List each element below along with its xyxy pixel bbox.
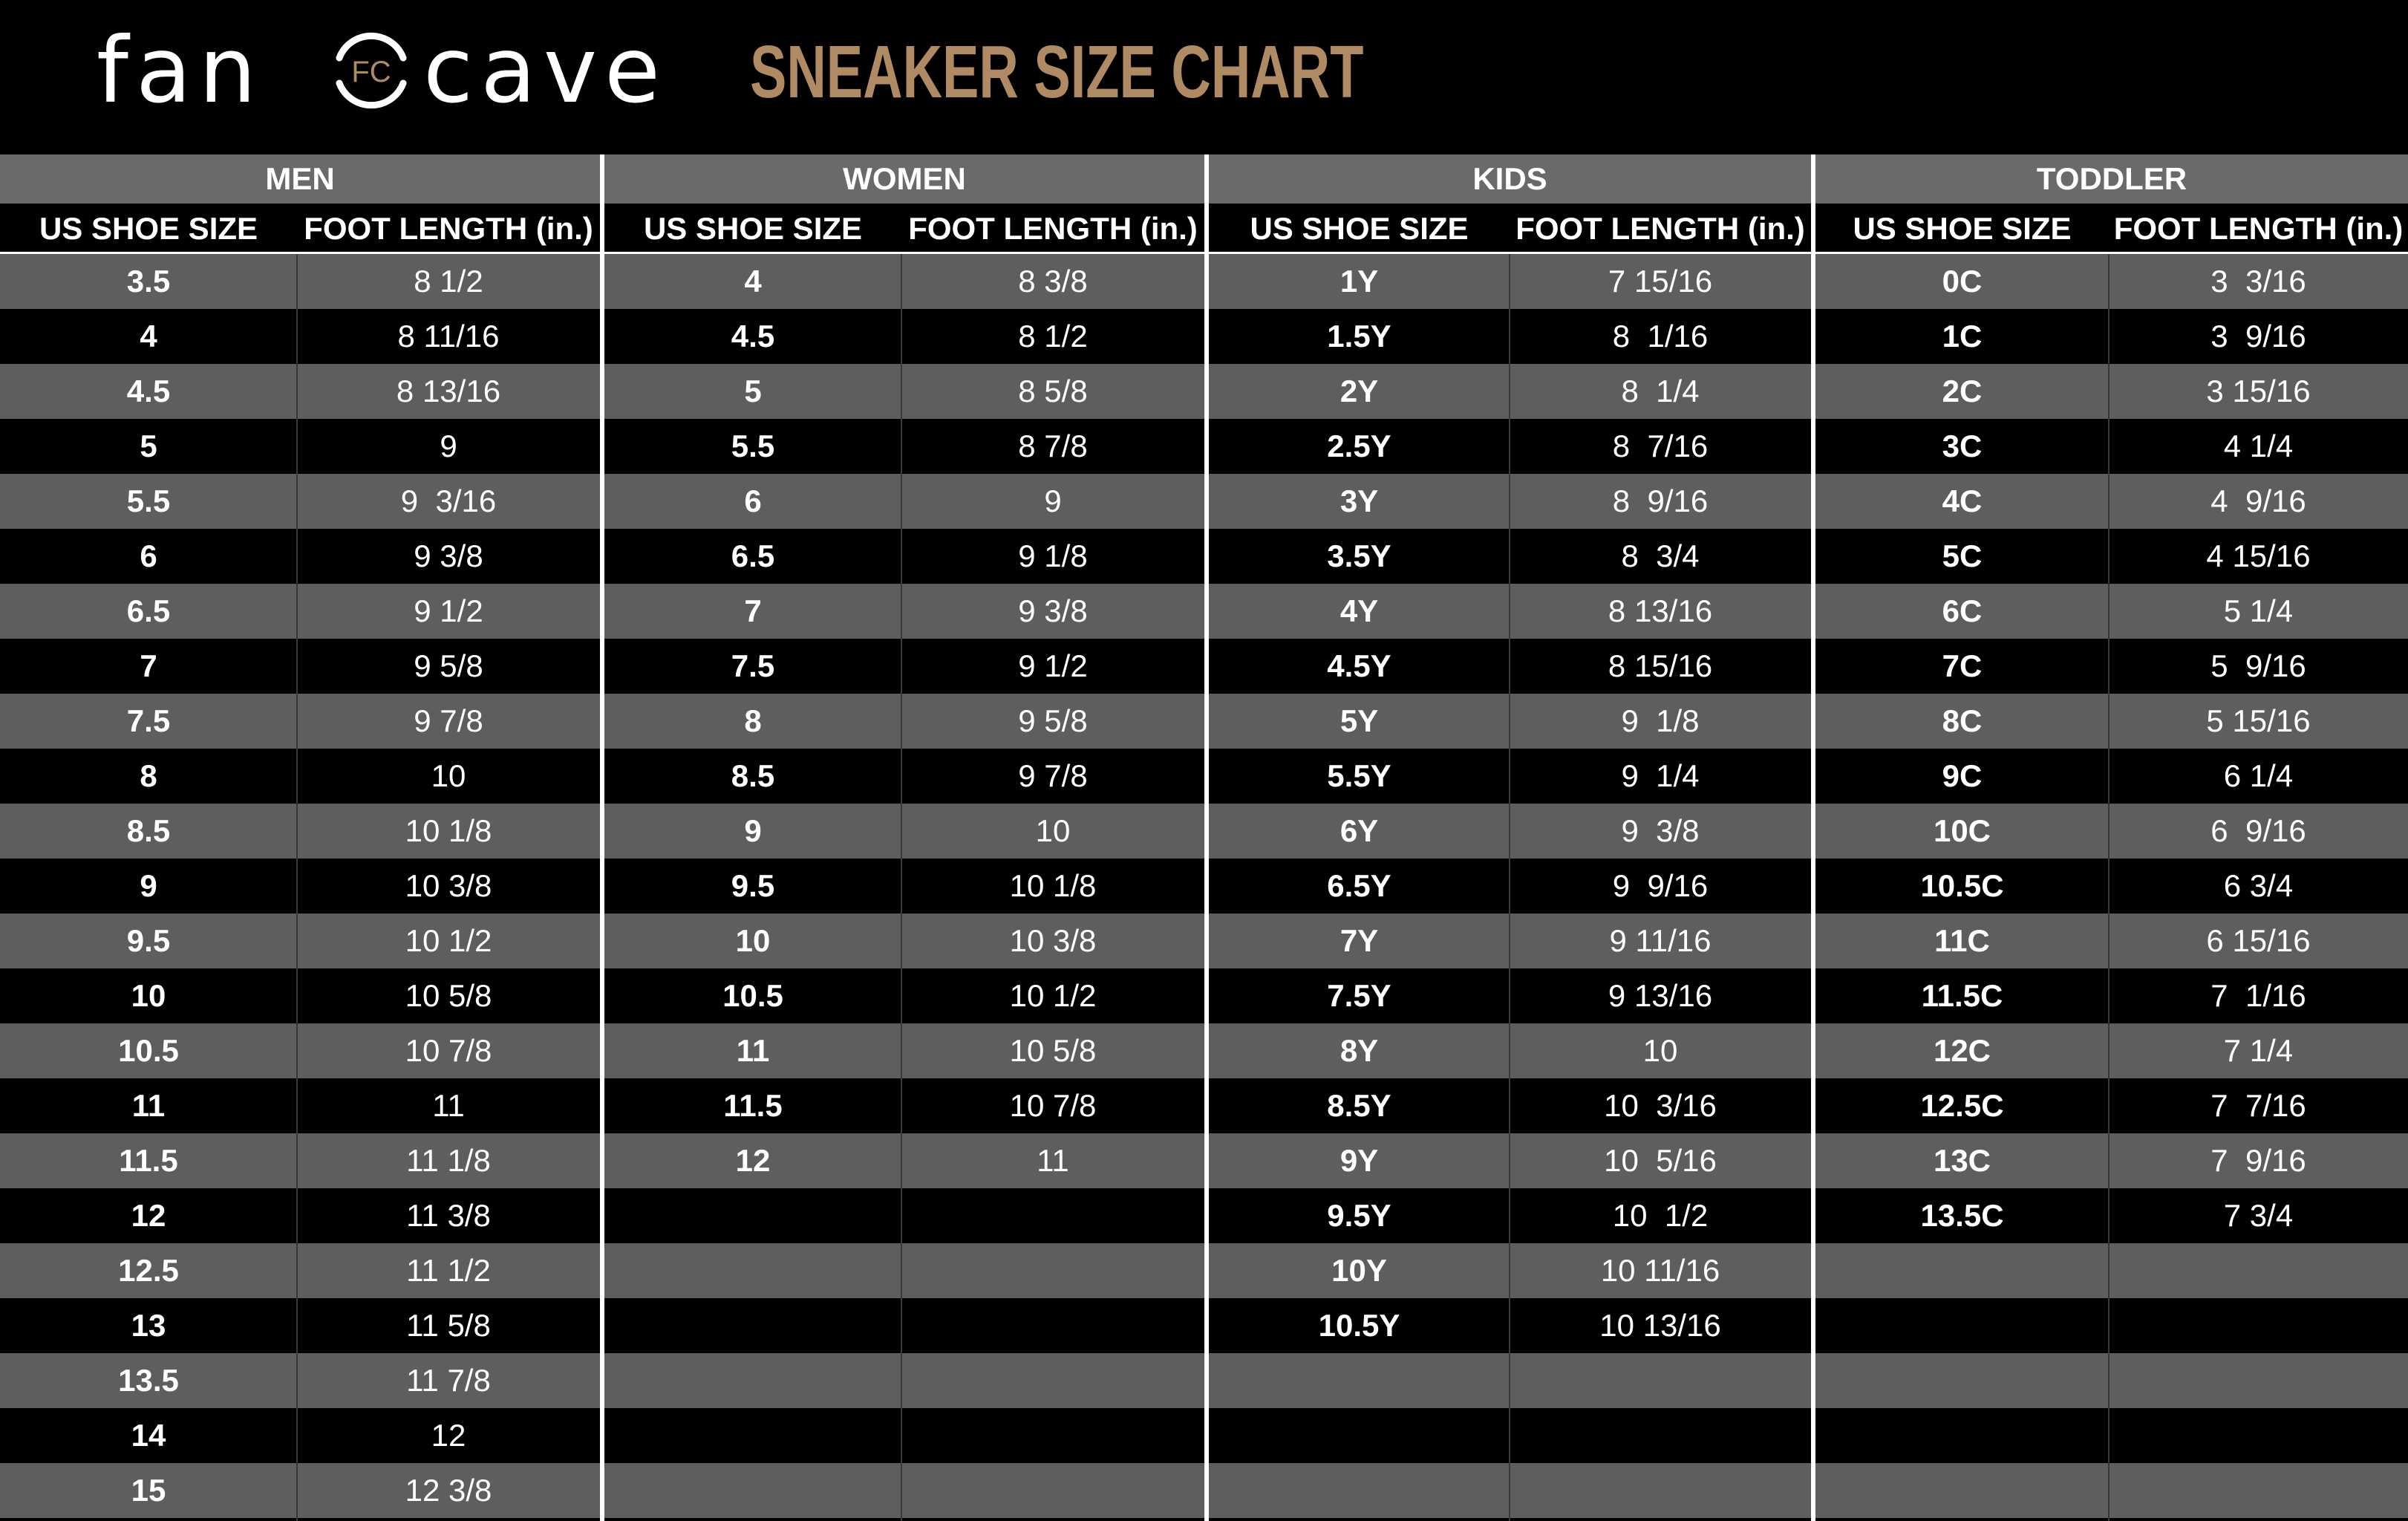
foot-length-cell: 10 3/8 [1009,923,1097,958]
foot-length-cell: 8 1/16 [1612,319,1709,354]
table-row [1815,1408,2408,1463]
table-row [1815,968,2408,1023]
shoe-size-cell: 11C [1934,923,1990,958]
logo-word-right: cave [423,18,668,123]
table-row [0,474,600,529]
table-row [1815,913,2408,968]
table-row [0,1188,600,1243]
section-title: WOMEN [604,154,1204,203]
shoe-size-cell: 10 [131,978,166,1013]
shoe-size-cell: 12C [1933,1033,1991,1068]
shoe-size-cell: 6.5 [126,593,171,628]
foot-length-cell: 10 1/8 [405,813,492,848]
shoe-size-cell: 4.5 [126,374,171,408]
column-separator [901,254,902,1521]
shoe-size-cell: 7C [1942,648,1983,683]
shoe-size-cell: 7.5Y [1327,978,1391,1013]
foot-length-cell: 9 11/16 [1609,923,1712,958]
foot-length-cell: 5 15/16 [2206,703,2311,738]
shoe-size-cell: 9.5 [731,868,775,903]
shoe-size-cell: 2Y [1340,374,1379,408]
foot-length-cell: 9 1/8 [1018,538,1088,573]
foot-length-cell: 8 7/8 [1018,429,1088,463]
foot-length-cell: 8 1/4 [1621,374,1700,408]
table-row [604,1408,1204,1463]
shoe-size-cell: 13.5C [1920,1198,2004,1233]
table-row [604,968,1204,1023]
foot-length-cell: 7 7/16 [2210,1088,2306,1123]
shoe-size-cell: 14 [131,1418,166,1453]
foot-length-cell: 9 13/16 [1608,978,1713,1013]
table-row [1815,639,2408,694]
table-row [0,364,600,419]
foot-length-cell: 9 5/8 [414,648,483,683]
shoe-size-cell: 12 [735,1143,771,1178]
fc-monogram-letters: FC [351,56,391,88]
section-men [0,154,600,1521]
shoe-size-cell: 13 [131,1308,166,1343]
shoe-size-cell: 3Y [1340,483,1379,518]
table-body [0,254,600,1518]
shoe-size-cell: 10Y [1331,1253,1387,1288]
table-row [604,1463,1204,1518]
table-row [0,1023,600,1078]
foot-length-cell: 8 3/4 [1621,538,1700,573]
table-row [0,1353,600,1408]
table-row [1815,584,2408,639]
shoe-size-cell: 7.5 [731,648,775,683]
page-title: SNEAKER SIZE CHART [750,30,1364,114]
foot-length-cell: 11 5/8 [406,1308,491,1343]
table-row [604,749,1204,804]
foot-length-cell: 9 5/8 [1018,703,1088,738]
foot-length-cell: 9 3/16 [400,483,497,518]
foot-length-cell: 11 1/2 [406,1253,491,1288]
table-row [604,639,1204,694]
section-kids [1209,154,1811,1521]
foot-length-cell: 10 11/16 [1600,1253,1720,1288]
shoe-size-cell: 10.5 [118,1033,179,1068]
shoe-size-cell: 2C [1942,374,1983,408]
foot-length-cell: 7 1/4 [2223,1033,2294,1068]
table-row [1815,529,2408,584]
foot-length-cell: 11 3/8 [406,1198,491,1233]
foot-length-cell: 9 [1044,483,1062,518]
column-header-size: US SHOE SIZE [0,203,297,254]
table-row [1815,859,2408,913]
foot-length-cell: 9 [440,429,457,463]
foot-length-cell: 10 5/8 [405,978,492,1013]
shoe-size-cell: 10.5Y [1318,1308,1400,1343]
section-title: KIDS [1209,154,1811,203]
shoe-size-cell: 5 [140,429,157,463]
foot-length-cell: 8 13/16 [396,374,501,408]
foot-length-cell: 4 1/4 [2223,429,2294,463]
shoe-size-cell: 11 [736,1033,770,1068]
shoe-size-cell: 7 [140,648,157,683]
table-row [1815,1298,2408,1353]
shoe-size-cell: 9C [1942,758,1983,793]
table-row [604,1078,1204,1133]
foot-length-cell: 7 3/4 [2223,1198,2294,1233]
shoe-size-cell: 8 [140,758,157,793]
foot-length-cell: 4 15/16 [2206,538,2311,573]
table-row [0,1408,600,1463]
shoe-size-cell: 11.5C [1921,978,2003,1013]
shoe-size-cell: 15 [131,1473,166,1508]
column-header-length: FOOT LENGTH (in.) [2109,203,2408,254]
foot-length-cell: 12 [431,1418,466,1453]
foot-length-cell: 10 3/16 [1604,1088,1717,1123]
shoe-size-cell: 1Y [1340,264,1379,299]
foot-length-cell: 7 15/16 [1608,264,1713,299]
table-row [604,364,1204,419]
foot-length-cell: 8 15/16 [1608,648,1713,683]
foot-length-cell: 7 9/16 [2210,1143,2306,1178]
shoe-size-cell: 7Y [1340,923,1379,958]
foot-length-cell: 11 [432,1088,465,1123]
table-row [0,1243,600,1298]
shoe-size-cell: 7.5 [126,703,171,738]
column-header-length: FOOT LENGTH (in.) [901,203,1204,254]
foot-length-cell: 6 9/16 [2210,813,2306,848]
foot-length-cell: 9 1/8 [1621,703,1700,738]
table-row [604,584,1204,639]
shoe-size-cell: 7 [744,593,762,628]
shoe-size-cell: 12.5 [118,1253,179,1288]
table-row [0,1298,600,1353]
table-row [604,913,1204,968]
column-header-size: US SHOE SIZE [1209,203,1510,254]
foot-length-cell: 5 9/16 [2210,648,2306,683]
shoe-size-cell: 6.5Y [1327,868,1391,903]
section-women [604,154,1204,1521]
foot-length-cell: 10 1/2 [1612,1198,1709,1233]
table-row [0,254,600,309]
table-row [0,309,600,364]
foot-length-cell: 5 1/4 [2223,593,2294,628]
foot-length-cell: 3 9/16 [2210,319,2306,354]
shoe-size-cell: 12 [131,1198,166,1233]
table-row [0,584,600,639]
foot-length-cell: 10 [1642,1033,1678,1068]
shoe-size-cell: 8C [1942,703,1983,738]
table-row [604,694,1204,749]
shoe-size-cell: 5 [744,374,762,408]
shoe-size-cell: 8.5 [126,813,171,848]
shoe-size-cell: 10 [735,923,771,958]
shoe-size-cell: 5.5 [126,483,171,518]
table-row [0,639,600,694]
table-row [1815,1463,2408,1518]
table-row [1815,1023,2408,1078]
foot-length-cell: 12 3/8 [405,1473,492,1508]
column-separator [296,254,298,1521]
shoe-size-cell: 3.5Y [1327,538,1391,573]
shoe-size-cell: 11.5 [723,1088,783,1123]
shoe-size-cell: 6 [140,538,157,573]
table-row [0,1463,600,1518]
shoe-size-cell: 9.5Y [1327,1198,1391,1233]
column-header-size: US SHOE SIZE [1815,203,2109,254]
shoe-size-cell: 8.5 [731,758,775,793]
foot-length-cell: 4 9/16 [2210,483,2306,518]
shoe-size-cell: 4C [1942,483,1983,518]
table-row [1815,1133,2408,1188]
table-row [0,968,600,1023]
size-chart-table [0,154,2408,1521]
shoe-size-cell: 0C [1942,264,1983,299]
shoe-size-cell: 8.5Y [1327,1088,1391,1123]
foot-length-cell: 8 9/16 [1612,483,1709,518]
foot-length-cell: 10 13/16 [1599,1308,1721,1343]
foot-length-cell: 10 7/8 [405,1033,492,1068]
shoe-size-cell: 4.5Y [1327,648,1391,683]
foot-length-cell: 8 13/16 [1608,593,1713,628]
shoe-size-cell: 10C [1933,813,1991,848]
foot-length-cell: 6 1/4 [2223,758,2294,793]
shoe-size-cell: 4Y [1340,593,1379,628]
table-row [604,309,1204,364]
table-row [604,804,1204,859]
shoe-size-cell: 6C [1942,593,1983,628]
shoe-size-cell: 6.5 [731,538,775,573]
shoe-size-cell: 5C [1942,538,1983,573]
table-row [1815,749,2408,804]
shoe-size-cell: 11.5 [119,1143,178,1178]
foot-length-cell: 10 [1035,813,1071,848]
table-row [604,474,1204,529]
foot-length-cell: 9 9/16 [1612,868,1709,903]
shoe-size-cell: 6Y [1340,813,1379,848]
table-row [0,529,600,584]
table-row [604,1353,1204,1408]
shoe-size-cell: 6 [744,483,762,518]
foot-length-cell: 8 7/16 [1612,429,1709,463]
shoe-size-cell: 4 [744,264,762,299]
foot-length-cell: 10 5/8 [1009,1033,1097,1068]
table-row [0,804,600,859]
shoe-size-cell: 13.5 [118,1363,179,1398]
shoe-size-cell: 10.5 [722,978,783,1013]
table-row [1815,694,2408,749]
shoe-size-cell: 8 [744,703,762,738]
table-row [1815,1078,2408,1133]
header-bar [0,0,2408,154]
shoe-size-cell: 2.5Y [1327,429,1391,463]
table-row [0,694,600,749]
table-row [0,913,600,968]
column-header-length: FOOT LENGTH (in.) [1510,203,1811,254]
table-row [1815,419,2408,474]
shoe-size-cell: 8Y [1340,1033,1379,1068]
foot-length-cell: 9 7/8 [1018,758,1088,793]
table-row [604,529,1204,584]
table-body [1815,254,2408,1518]
fc-monogram-icon [323,22,420,119]
table-row [604,419,1204,474]
fancave-logo [97,18,728,123]
table-row [1815,364,2408,419]
column-separator [1509,254,1510,1521]
foot-length-cell: 10 1/2 [405,923,492,958]
table-row [604,1188,1204,1243]
shoe-size-cell: 11 [131,1088,166,1123]
shoe-size-cell: 3C [1942,429,1983,463]
foot-length-cell: 9 3/8 [1621,813,1700,848]
table-body [604,254,1204,1518]
section-toddler [1815,154,2408,1521]
shoe-size-cell: 10.5C [1920,868,2004,903]
shoe-size-cell: 9Y [1340,1143,1379,1178]
shoe-size-cell: 4.5 [731,319,775,354]
table-row [1815,309,2408,364]
foot-length-cell: 11 7/8 [406,1363,491,1398]
foot-length-cell: 10 7/8 [1009,1088,1097,1123]
table-row [1815,804,2408,859]
shoe-size-cell: 1.5Y [1327,319,1391,354]
table-row [1815,254,2408,309]
foot-length-cell: 9 1/2 [414,593,483,628]
shoe-size-cell: 9 [744,813,762,848]
table-row [604,859,1204,913]
table-row [0,1133,600,1188]
foot-length-cell: 10 [431,758,466,793]
foot-length-cell: 3 3/16 [2210,264,2306,299]
foot-length-cell: 8 1/2 [1018,319,1088,354]
table-row [1815,1353,2408,1408]
foot-length-cell: 8 1/2 [414,264,483,299]
foot-length-cell: 11 1/8 [406,1143,491,1178]
table-row [604,1023,1204,1078]
shoe-size-cell: 3.5 [126,264,171,299]
shoe-size-cell: 5.5 [731,429,775,463]
shoe-size-cell: 9 [140,868,157,903]
foot-length-cell: 8 5/8 [1018,374,1088,408]
foot-length-cell: 8 3/8 [1018,264,1088,299]
column-separator [2108,254,2110,1521]
foot-length-cell: 3 15/16 [2206,374,2311,408]
shoe-size-cell: 12.5C [1920,1088,2004,1123]
table-row [604,254,1204,309]
shoe-size-cell: 13C [1933,1143,1991,1178]
foot-length-cell: 9 1/4 [1621,758,1700,793]
foot-length-cell: 8 11/16 [397,319,500,354]
table-row [604,1243,1204,1298]
shoe-size-cell: 4 [140,319,157,354]
table-row [0,859,600,913]
foot-length-cell: 9 3/8 [414,538,483,573]
shoe-size-cell: 9.5 [126,923,171,958]
table-row [604,1133,1204,1188]
foot-length-cell: 10 1/2 [1009,978,1097,1013]
table-row [1815,1188,2408,1243]
table-row [0,749,600,804]
section-title: MEN [0,154,600,203]
shoe-size-cell: 1C [1942,319,1983,354]
table-row [1815,1243,2408,1298]
foot-length-cell: 9 1/2 [1018,648,1088,683]
foot-length-cell: 6 15/16 [2206,923,2311,958]
shoe-size-cell: 5Y [1340,703,1379,738]
shoe-size-cell: 5.5Y [1327,758,1391,793]
foot-length-cell: 10 3/8 [405,868,492,903]
table-row [0,419,600,474]
table-row [1815,474,2408,529]
foot-length-cell: 9 7/8 [414,703,483,738]
section-title: TODDLER [1815,154,2408,203]
foot-length-cell: 9 3/8 [1018,593,1088,628]
foot-length-cell: 7 1/16 [2210,978,2306,1013]
foot-length-cell: 11 [1037,1143,1069,1178]
logo-word-left: fan [97,18,264,123]
column-header-length: FOOT LENGTH (in.) [297,203,600,254]
table-row [0,1078,600,1133]
table-row [604,1298,1204,1353]
foot-length-cell: 6 3/4 [2223,868,2294,903]
foot-length-cell: 10 1/8 [1009,868,1097,903]
foot-length-cell: 10 5/16 [1604,1143,1717,1178]
column-header-size: US SHOE SIZE [604,203,901,254]
